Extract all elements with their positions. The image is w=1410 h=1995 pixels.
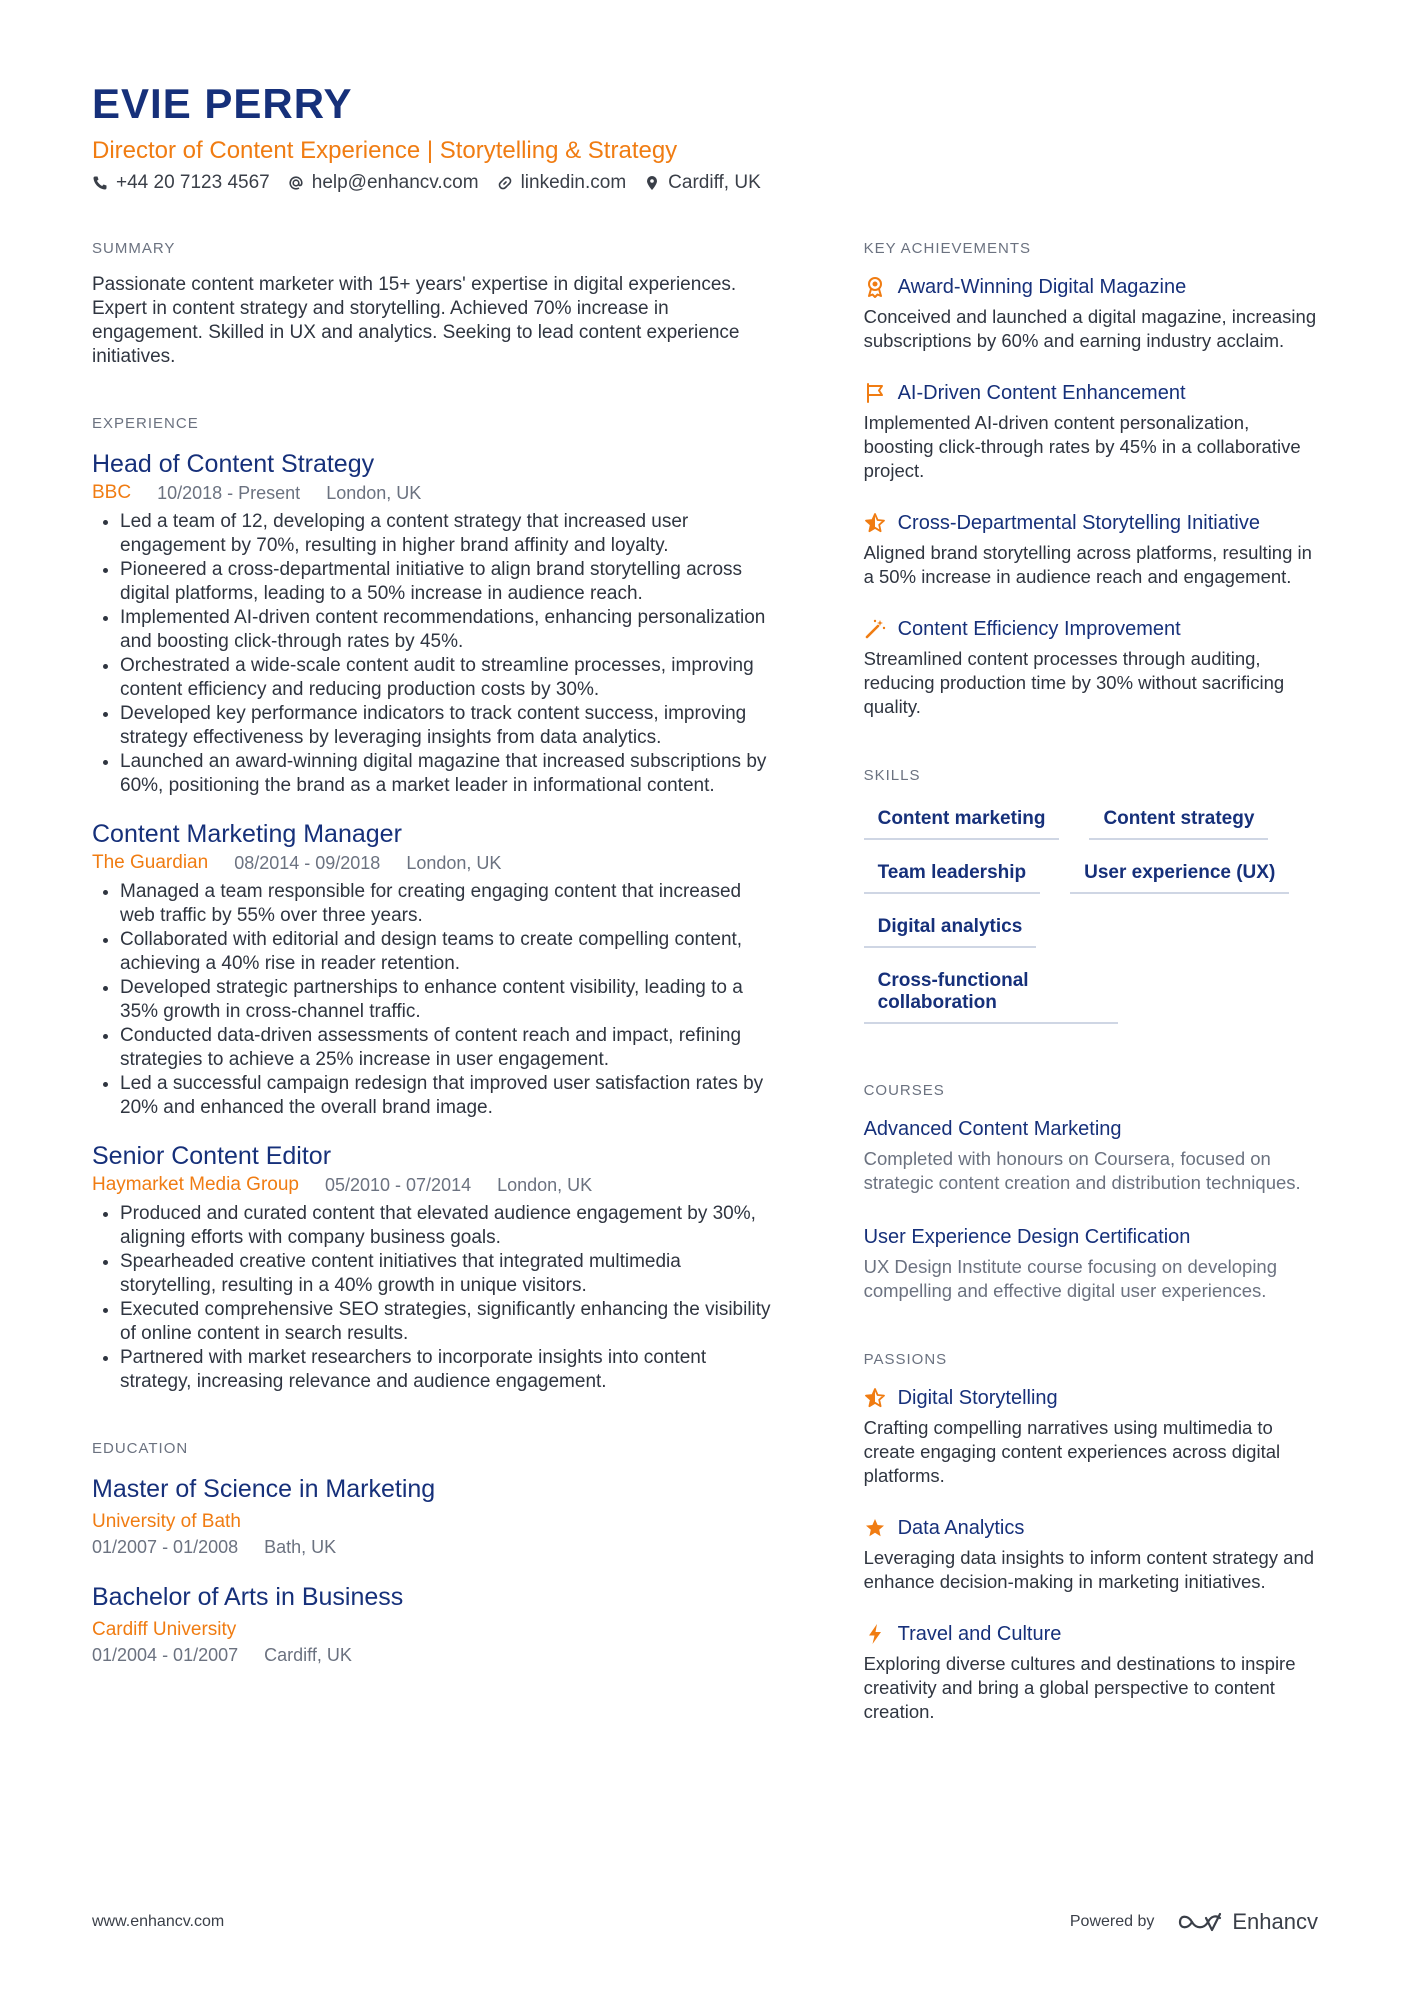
- job-entry: [92, 818, 774, 1120]
- location-text: Cardiff, UK: [668, 172, 761, 193]
- job-dates: 10/2018 - Present: [157, 483, 301, 503]
- footer-website-link[interactable]: www.enhancv.com: [92, 1913, 225, 1930]
- enhancv-logo-icon: [1176, 1910, 1224, 1934]
- achievement-description: Aligned brand storytelling across platforms, resulting in a 50% increase in audience reach and engagement.: [863, 542, 1312, 587]
- bolt-icon: [864, 1623, 886, 1645]
- job-title: Head of Content Strategy: [92, 450, 375, 478]
- course-title: Advanced Content Marketing: [863, 1118, 1122, 1140]
- achievement-item: [864, 615, 1318, 719]
- skill-tag: Digital analytics: [864, 908, 1037, 948]
- course-item: [864, 1115, 1318, 1195]
- achievements-heading: KEY ACHIEVEMENTS: [863, 240, 1032, 257]
- bullet-item: • Developed strategic partnerships to enhance content visibility, leading to a 35% growth in cross-channel traffic.: [120, 976, 774, 1024]
- job-bullets: [92, 880, 774, 1120]
- job-entry: [92, 1140, 774, 1394]
- job-meta: [92, 480, 774, 506]
- summary-text: Passionate content marketer with 15+ years' expertise in digital experiences. Expert in content strategy and storytelling. Achieved 70% increase in engagement. Skilled in UX and analytics. Seeking to lead content experience initiatives.: [92, 274, 740, 367]
- skill-tag: Content marketing: [864, 800, 1060, 840]
- contact-email[interactable]: [288, 172, 479, 194]
- achievement-item: [864, 509, 1318, 589]
- achievement-title: AI-Driven Content Enhancement: [897, 382, 1186, 404]
- course-title: User Experience Design Certification: [863, 1226, 1191, 1248]
- email-text: help@enhancv.com: [311, 172, 479, 193]
- bullet-item: • Partnered with market researchers to incorporate insights into content strategy, increasing relevance and audience engagement.: [120, 1346, 774, 1394]
- job-location: London, UK: [497, 1175, 593, 1195]
- star-icon: [864, 1517, 886, 1539]
- achievement-header: [864, 273, 1318, 301]
- skill-tag: Cross-functional collaboration: [864, 962, 1118, 1024]
- achievement-header: [864, 615, 1318, 643]
- achievement-item: [864, 379, 1318, 483]
- enhancv-logo[interactable]: [1176, 1909, 1318, 1935]
- job-location: London, UK: [326, 483, 422, 503]
- powered-by: [1070, 1909, 1318, 1935]
- flag-icon: [864, 382, 886, 404]
- job-company: The Guardian: [92, 852, 209, 873]
- job-meta: [92, 850, 774, 876]
- bullet-item: • Collaborated with editorial and design teams to create compelling content, achieving a 40% rise in reader retention.: [120, 928, 774, 976]
- passion-title: Digital Storytelling: [897, 1387, 1058, 1409]
- course-description: Completed with honours on Coursera, focused on strategic content creation and distribution techniques.: [863, 1148, 1301, 1193]
- bullet-item: • Executed comprehensive SEO strategies, significantly enhancing the visibility of online content in search results.: [120, 1298, 774, 1346]
- contact-bar: [92, 172, 1410, 194]
- bullet-item: • Managed a team responsible for creating engaging content that increased web traffic by 55% over three years.: [120, 880, 774, 928]
- skills-list: [864, 800, 1318, 1024]
- at-icon: [288, 175, 304, 191]
- skill-tag: User experience (UX): [1070, 854, 1289, 894]
- passion-title: Travel and Culture: [897, 1623, 1062, 1645]
- skill-tag: Team leadership: [864, 854, 1041, 894]
- achievement-item: [864, 273, 1318, 353]
- job-entry: [92, 448, 774, 798]
- achievement-header: [864, 509, 1318, 537]
- education-dates: 01/2007 - 01/2008: [92, 1537, 239, 1557]
- award-icon: [864, 276, 886, 298]
- job-dates: 05/2010 - 07/2014: [324, 1175, 472, 1195]
- education-location: Cardiff, UK: [264, 1645, 352, 1665]
- course-description: UX Design Institute course focusing on developing compelling and effective digital user experiences.: [863, 1256, 1278, 1301]
- education-entry: [92, 1473, 774, 1559]
- star-half-icon: [864, 1387, 886, 1409]
- job-bullets: [92, 510, 774, 798]
- bullet-item: • Implemented AI-driven content recommendations, enhancing personalization and boosting click-through rates by 45%.: [120, 606, 774, 654]
- job-bullets: [92, 1202, 774, 1394]
- passion-header: [864, 1620, 1318, 1648]
- passion-description: Exploring diverse cultures and destinations to inspire creativity and bring a global perspective to content creation.: [863, 1653, 1296, 1722]
- headline: Director of Content Experience | Storytelling & Strategy: [92, 137, 678, 164]
- phone-text: +44 20 7123 4567: [116, 172, 270, 193]
- education-school: Cardiff University: [92, 1619, 237, 1640]
- phone-icon: [92, 175, 108, 191]
- location-icon: [644, 175, 660, 191]
- job-title: Senior Content Editor: [92, 1142, 332, 1170]
- bullet-item: • Spearheaded creative content initiatives that integrated multimedia storytelling, resulting in a 40% growth in unique visitors.: [120, 1250, 774, 1298]
- education-entry: [92, 1581, 774, 1667]
- skill-tag: Content strategy: [1089, 800, 1268, 840]
- linkedin-text: linkedin.com: [520, 172, 627, 193]
- right-column: [864, 240, 1318, 1750]
- left-column: [92, 240, 774, 1750]
- job-location: London, UK: [406, 853, 502, 873]
- passion-item: [864, 1620, 1318, 1724]
- contact-phone[interactable]: [92, 172, 270, 194]
- page-footer: [92, 1909, 1318, 1935]
- passion-header: [864, 1384, 1318, 1412]
- course-item: [864, 1223, 1318, 1303]
- content-columns: [92, 240, 1318, 1750]
- job-company: Haymarket Media Group: [92, 1174, 299, 1195]
- education-heading: EDUCATION: [92, 1440, 189, 1457]
- education-location: Bath, UK: [264, 1537, 337, 1557]
- summary-heading: SUMMARY: [92, 240, 176, 257]
- achievement-title: Content Efficiency Improvement: [897, 618, 1181, 640]
- passion-header: [864, 1514, 1318, 1542]
- candidate-name: EVIE PERRY: [92, 80, 353, 127]
- bullet-item: • Led a successful campaign redesign that improved user satisfaction rates by 20% and enhanced the overall brand image.: [120, 1072, 774, 1120]
- achievement-description: Conceived and launched a digital magazine, increasing subscriptions by 60% and earning industry acclaim.: [863, 306, 1317, 351]
- passion-description: Crafting compelling narratives using multimedia to create engaging content experiences across digital platforms.: [863, 1417, 1281, 1486]
- achievement-description: Streamlined content processes through auditing, reducing production time by 30% without sacrificing quality.: [863, 648, 1285, 717]
- passions-heading: PASSIONS: [863, 1351, 948, 1368]
- skills-heading: SKILLS: [863, 767, 921, 784]
- experience-heading: EXPERIENCE: [92, 415, 199, 432]
- job-dates: 08/2014 - 09/2018: [234, 853, 381, 873]
- passion-description: Leveraging data insights to inform content strategy and enhance decision-making in marketing initiatives.: [863, 1547, 1315, 1592]
- passion-title: Data Analytics: [897, 1517, 1025, 1539]
- contact-location: [644, 172, 761, 194]
- bullet-item: • Orchestrated a wide-scale content audit to streamline processes, improving content efficiency and reducing production costs by 30%.: [120, 654, 774, 702]
- job-meta: [92, 1172, 774, 1198]
- education-meta: [92, 1535, 774, 1559]
- powered-by-label: Powered by: [1069, 1913, 1155, 1930]
- achievement-description: Implemented AI-driven content personalization, boosting click-through rates by 45% in a collaborative project.: [863, 412, 1301, 481]
- bullet-item: • Launched an award-winning digital magazine that increased subscriptions by 60%, positioning the brand as a market leader in informational content.: [120, 750, 774, 798]
- passion-item: [864, 1384, 1318, 1488]
- job-title: Content Marketing Manager: [92, 820, 402, 848]
- education-meta: [92, 1643, 774, 1667]
- bullet-item: • Conducted data-driven assessments of content reach and impact, refining strategies to achieve a 25% increase in user engagement.: [120, 1024, 774, 1072]
- achievement-title: Cross-Departmental Storytelling Initiative: [897, 512, 1260, 534]
- passion-item: [864, 1514, 1318, 1594]
- magic-wand-icon: [864, 618, 886, 640]
- courses-heading: COURSES: [863, 1082, 945, 1099]
- achievement-title: Award-Winning Digital Magazine: [897, 276, 1187, 298]
- education-dates: 01/2004 - 01/2007: [92, 1645, 239, 1665]
- bullet-item: • Produced and curated content that elevated audience engagement by 30%, aligning efforts with company business goals.: [120, 1202, 774, 1250]
- education-school: University of Bath: [92, 1511, 241, 1532]
- star-half-icon: [864, 512, 886, 534]
- job-company: BBC: [92, 482, 132, 503]
- achievement-header: [864, 379, 1318, 407]
- education-degree: Bachelor of Arts in Business: [92, 1583, 404, 1611]
- link-icon: [497, 175, 513, 191]
- bullet-item: • Pioneered a cross-departmental initiative to align brand storytelling across digital platforms, leading to a 50% increase in audience reach.: [120, 558, 774, 606]
- education-degree: Master of Science in Marketing: [92, 1475, 436, 1503]
- enhancv-wordmark: Enhancv: [1232, 1909, 1318, 1934]
- bullet-item: • Developed key performance indicators to track content success, improving strategy effectiveness by leveraging insights from data analytics.: [120, 702, 774, 750]
- bullet-item: • Led a team of 12, developing a content strategy that increased user engagement by 70%, resulting in higher brand affinity and loyalty.: [120, 510, 774, 558]
- contact-linkedin[interactable]: [497, 172, 627, 194]
